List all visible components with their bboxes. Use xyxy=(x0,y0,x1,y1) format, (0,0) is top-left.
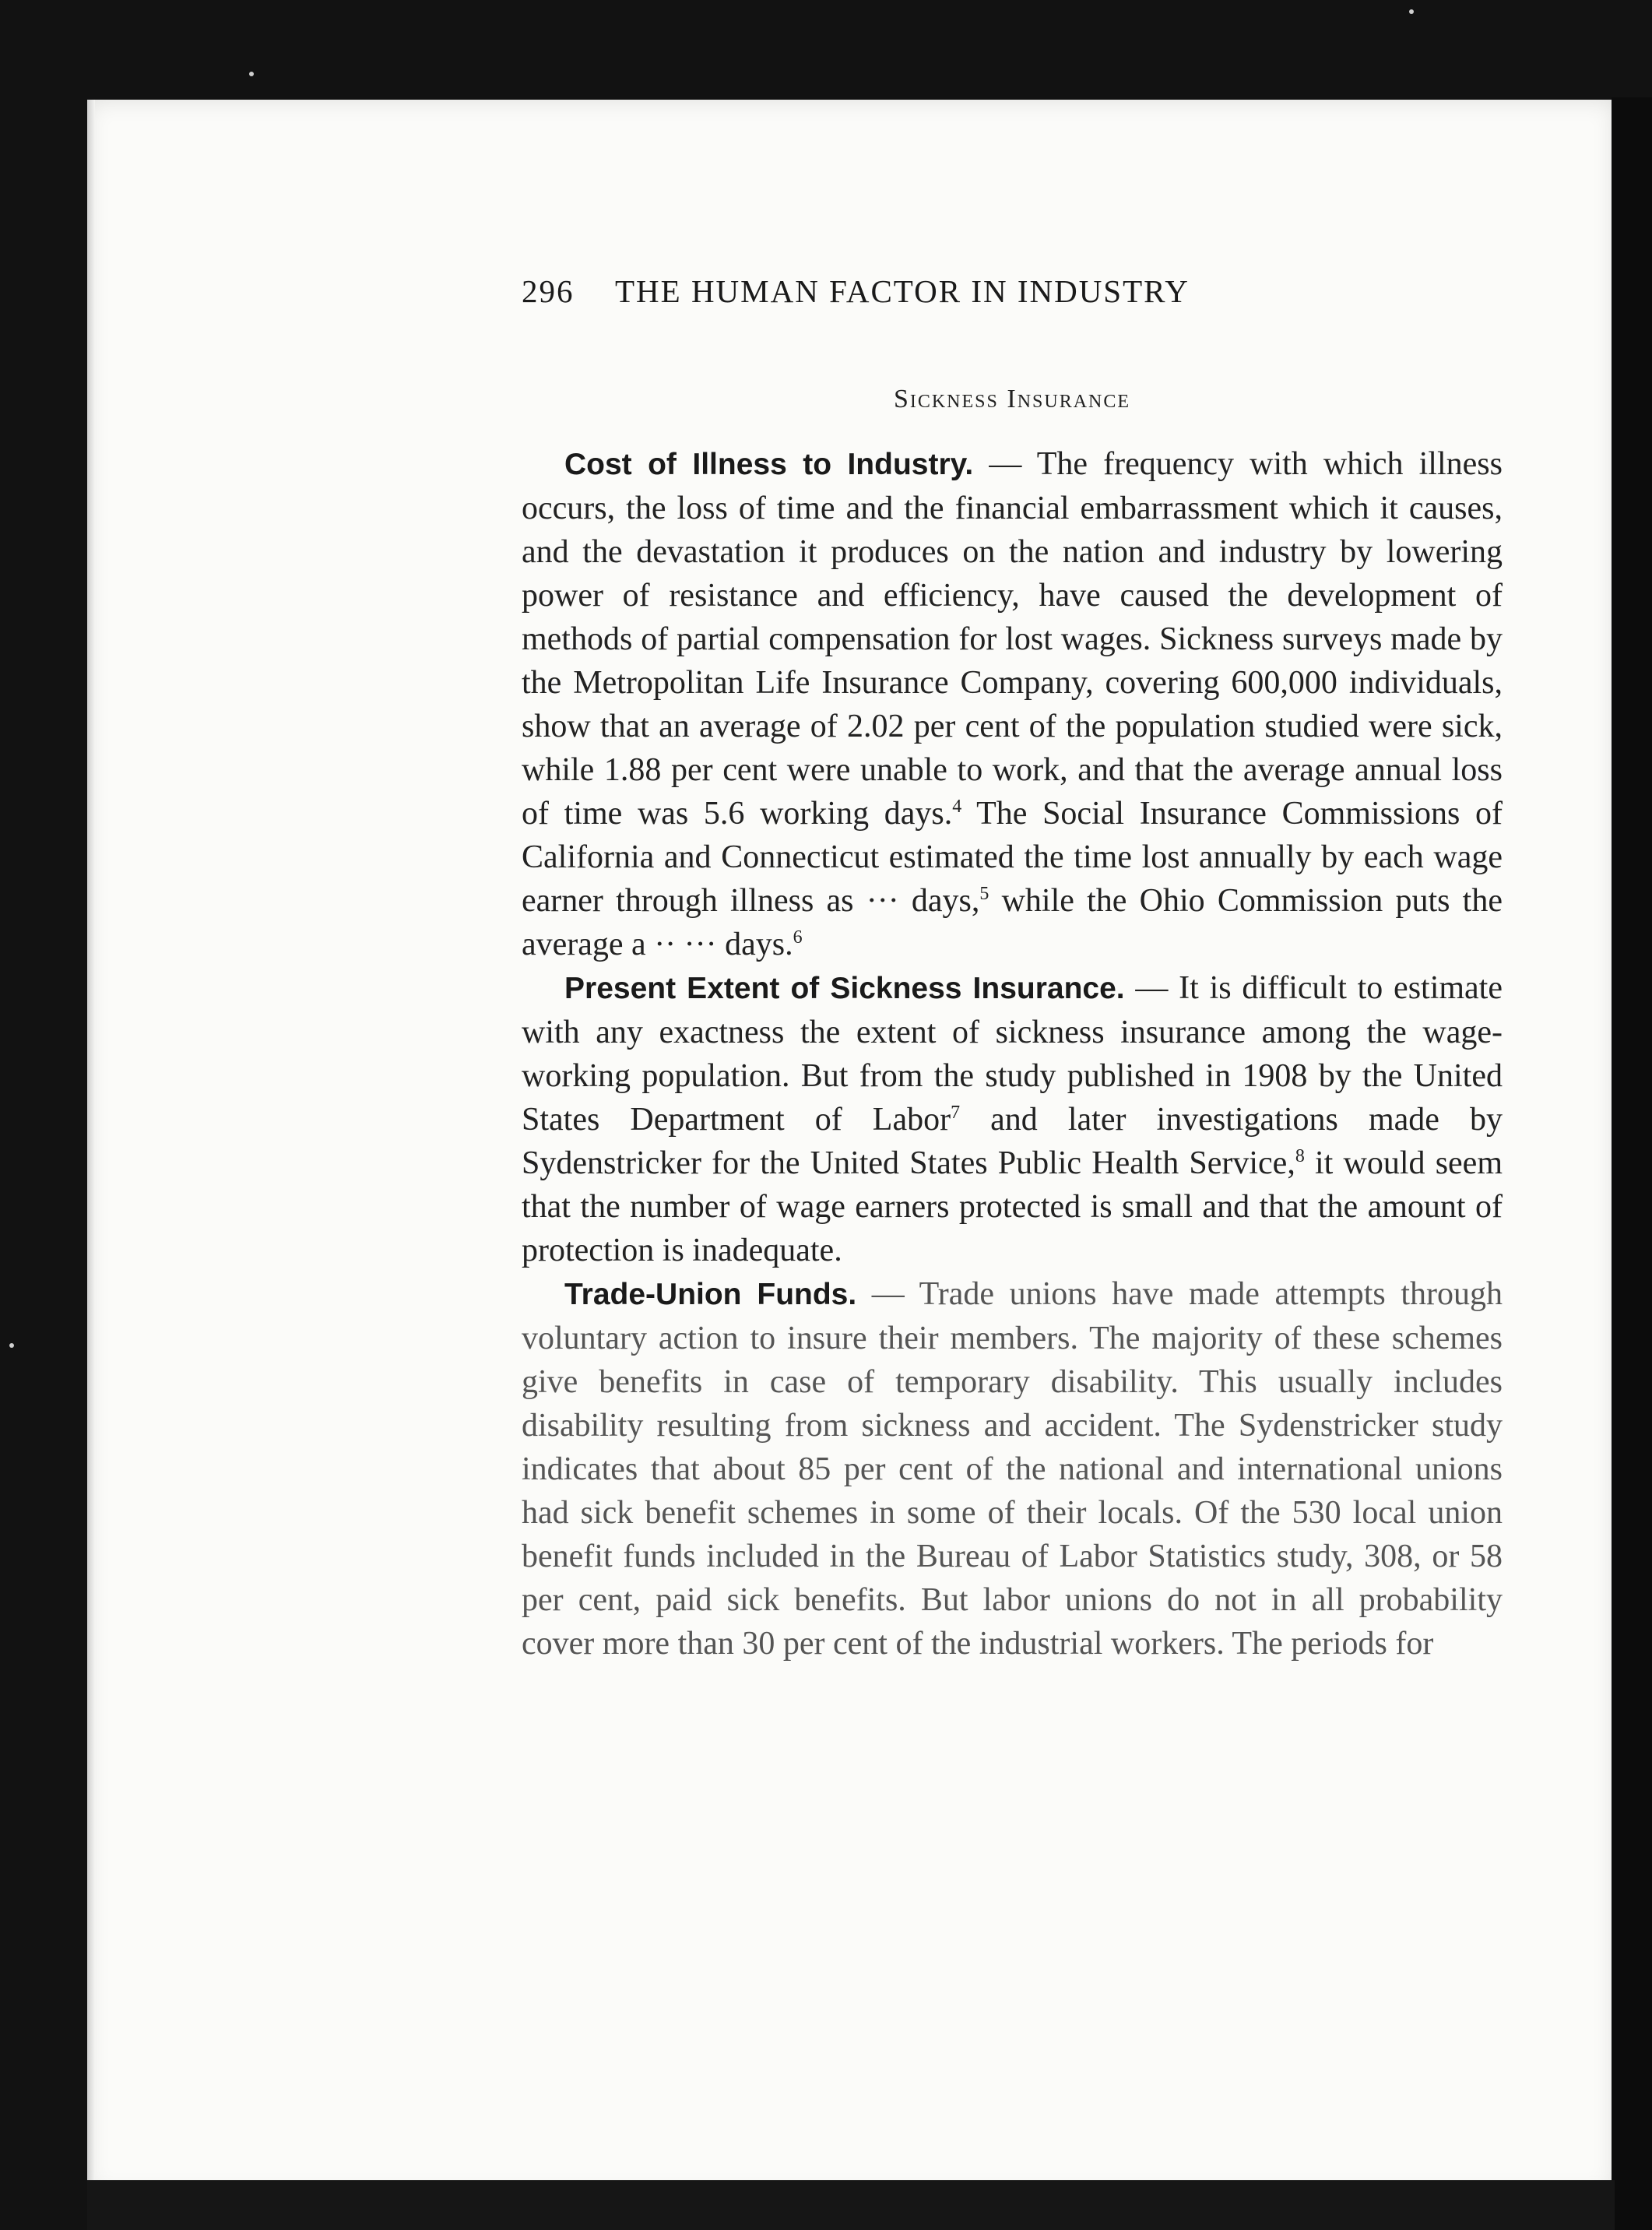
footnote-ref: 8 xyxy=(1295,1146,1305,1166)
paragraph-heading: Trade-Union Funds. xyxy=(564,1278,857,1311)
paragraph-text: and later investigations made by Sydenstricker for the United States Public Health Service, xyxy=(522,1102,1503,1181)
paragraph-text: The Social Insurance Commissions of California and Connecticut estimated the time lost annually by each wage earner through illness as ··· days, xyxy=(522,796,1503,919)
page-right-border xyxy=(1612,97,1652,2230)
footnote-ref: 6 xyxy=(793,927,803,948)
paragraph-present-extent xyxy=(522,966,1503,1272)
scan-speck xyxy=(9,1343,14,1348)
paragraph-cost-of-illness xyxy=(522,442,1503,966)
paragraph-text: it would seem that the number of wage earners protected is small and that the amount of protection is inadequate. xyxy=(522,1145,1503,1268)
section-title: Sickness Insurance xyxy=(893,385,1131,413)
body-text xyxy=(522,442,1503,1665)
footnote-ref: 4 xyxy=(952,797,962,817)
scan-speck xyxy=(249,72,254,76)
paragraph-text: — It is difficult to estimate with any exactness the extent of sickness insurance among the wage-working population. But from the study published in 1908 by the United States Department of Labor xyxy=(522,970,1503,1138)
running-head xyxy=(522,273,1355,327)
paragraph-text: — The frequency with which illness occurs, the loss of time and the financial embarrassment which it causes, and the devastation it produces on the nation and industry by lowering power of resistance and efficiency, have caused the development of methods of partial compensation for lost wages. Sickness surveys made by the Metropolitan Life Insurance Company, covering 600,000 individuals, show that an average of 2.02 per cent of the population studied were sick, while 1.88 per cent were unable to work, and that the average annual loss of time was 5.6 working days. xyxy=(522,446,1503,832)
footnote-ref: 7 xyxy=(951,1103,961,1123)
footnote-ref: 5 xyxy=(979,884,989,904)
paragraph-text: while the Ohio Commission puts the average a ·· ··· days. xyxy=(522,883,1503,962)
paragraph-heading: Cost of Illness to Industry. xyxy=(564,448,974,481)
page-number: 296 xyxy=(522,273,575,309)
paragraph-heading: Present Extent of Sickness Insurance. xyxy=(564,972,1125,1005)
page-gutter-edge xyxy=(87,100,95,2194)
book-title: THE HUMAN FACTOR IN INDUSTRY xyxy=(615,273,1190,309)
paragraph-text: — Trade unions have made attempts through voluntary action to insure their members. The majority of these schemes give benefits in case of temporary disability. This usually includes disability resulting from sickness and accident. The Sydenstricker study indicates that about 85 per cent of the national and international unions had sick benefit schemes in some of their locals. Of the 530 local union benefit funds included in the Bureau of Labor Statistics study, 308, or 58 per cent, paid sick benefits. But labor unions do not in all probability cover more than 30 per cent of the industrial workers. The periods for xyxy=(522,1276,1503,1662)
scan-speck xyxy=(1409,9,1414,14)
paragraph-trade-union-funds xyxy=(522,1272,1503,1665)
page-bottom-border xyxy=(87,2180,1615,2230)
